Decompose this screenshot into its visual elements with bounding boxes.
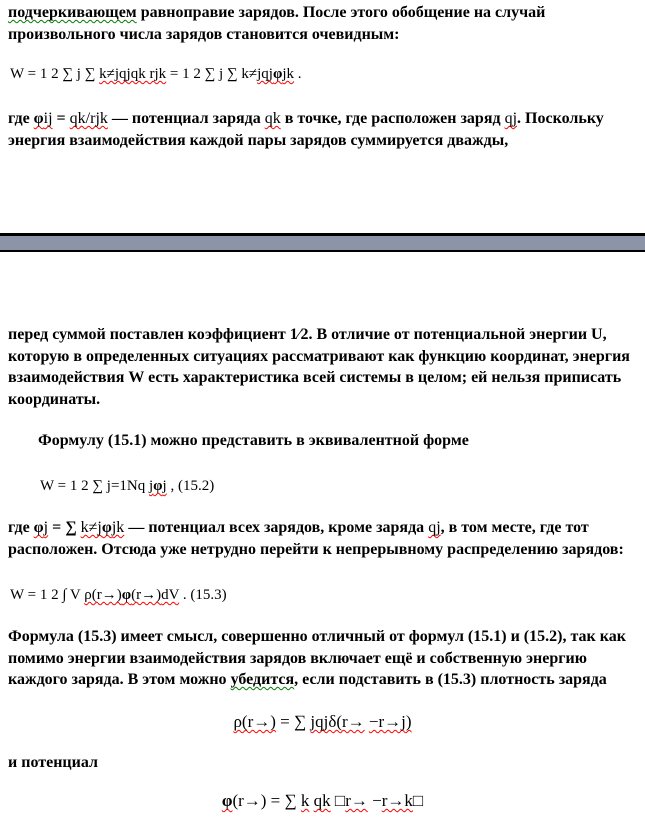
text-segment: W = 1 2 ∫ V	[10, 587, 85, 603]
text-segment: k≠jqjqk rjk	[99, 66, 167, 82]
text-segment: j	[43, 519, 49, 536]
text-segment: jqjδ(r→	[310, 712, 365, 731]
text-segment: W = 1 2 ∑ j ∑	[10, 66, 100, 82]
text-segment: , (15.2)	[166, 478, 215, 494]
text-segment: =	[52, 110, 70, 127]
text-segment: φ	[33, 519, 44, 536]
formula-potential-integral	[0, 790, 645, 812]
text-segment: — потенциал всех зарядов, кроме заряда	[124, 519, 429, 536]
text-segment: в точке, где расположен заряд	[280, 110, 505, 127]
text-segment: jqj	[257, 66, 273, 82]
formula-charge-density	[0, 711, 645, 733]
formula-15-2	[40, 476, 214, 496]
text-segment: = 1 2 ∑ j ∑ k≠	[166, 66, 258, 82]
text-segment: Формула (15.3) имеет смысл, совершенно отличный от формул (15.1) и (15.2), так как помимо энергии взаимодействия зарядов включает ещё и собственную энергию каждого заряда. В этом можно	[8, 628, 626, 688]
text-segment: (r→) = ∑	[232, 791, 301, 810]
text-segment: qk/rjk	[69, 110, 108, 127]
formula-15-1	[10, 64, 302, 84]
paragraph-equivalent-intro	[38, 430, 637, 452]
text-segment: j	[162, 478, 167, 494]
text-segment: jk	[282, 66, 295, 82]
text-segment: dV	[161, 587, 180, 603]
text-segment: φ	[153, 478, 163, 494]
text-segment: . (15.3)	[179, 587, 227, 603]
text-segment: ρ(r→)	[233, 712, 276, 731]
text-segment: — потенциал заряда	[107, 110, 265, 127]
text-segment: = ∑	[48, 519, 81, 536]
text-segment: (r→)	[131, 587, 162, 603]
text-segment: равноправие зарядов. После этого обобщение на случай произвольного числа зарядов становится очевидным:	[8, 4, 546, 43]
text-segment: k	[300, 791, 310, 810]
text-segment: , если подставить в (15.3) плотность заряда	[294, 671, 607, 688]
paragraph-charges-generalization	[8, 2, 637, 45]
text-segment: φ	[33, 110, 44, 127]
paragraph-potential-definition	[8, 108, 637, 151]
text-segment: jk	[111, 519, 125, 536]
text-segment: qk	[264, 110, 281, 127]
text-segment: где	[8, 519, 34, 536]
text-segment: . Поскольку энергия взаимодействия каждой пары зарядов суммируется дважды,	[8, 110, 604, 149]
text-segment: перед суммой поставлен коэффициент 1⁄2. В отличие от потенциальной энергии U, которую в определенных ситуациях рассматривают как функцию координат, энергия взаимодействия W есть характеристика всей системы в целом; ей нельзя приписать координаты.	[8, 326, 630, 408]
paragraph-meaning-15-3	[8, 626, 637, 691]
text-segment: и потенциал	[8, 754, 98, 771]
paragraph-and-potential	[8, 752, 637, 774]
text-segment: ρ(r→)	[84, 587, 122, 603]
text-segment: j	[149, 478, 154, 494]
text-segment: −	[367, 791, 382, 810]
text-segment: □	[412, 791, 424, 810]
text-segment: ij	[43, 110, 53, 127]
text-segment: , в том месте, где тот расположен. Отсюда уже нетрудно перейти к непрерывному распределению зарядов:	[8, 519, 624, 558]
text-segment: W = 1 2 ∑ j=1Nq	[40, 478, 149, 494]
paragraph-potential-all-charges	[8, 517, 637, 560]
text-segment: k≠j	[80, 519, 102, 536]
text-segment: r→k	[381, 791, 413, 810]
text-segment: −r→j)	[368, 712, 412, 731]
text-segment: φ	[221, 791, 233, 810]
paragraph-coefficient-half	[8, 324, 637, 410]
text-segment: qk	[313, 791, 331, 810]
page-break-divider	[0, 233, 645, 252]
text-segment: qj	[504, 110, 518, 127]
text-segment: = ∑	[275, 712, 311, 731]
text-segment: убедится	[230, 671, 295, 688]
text-segment: r→	[345, 791, 368, 810]
text-segment: .	[294, 66, 302, 82]
text-segment: φ	[272, 66, 283, 82]
text-segment: qj	[428, 519, 441, 536]
text-segment: φ	[101, 519, 112, 536]
text-segment: φ	[121, 587, 132, 603]
formula-15-3	[10, 585, 227, 605]
text-segment: где	[8, 110, 34, 127]
text-segment: □	[330, 791, 346, 810]
text-segment: Формулу (15.1) можно представить в эквивалентной форме	[38, 432, 469, 449]
text-segment: подчеркивающем	[8, 4, 137, 21]
